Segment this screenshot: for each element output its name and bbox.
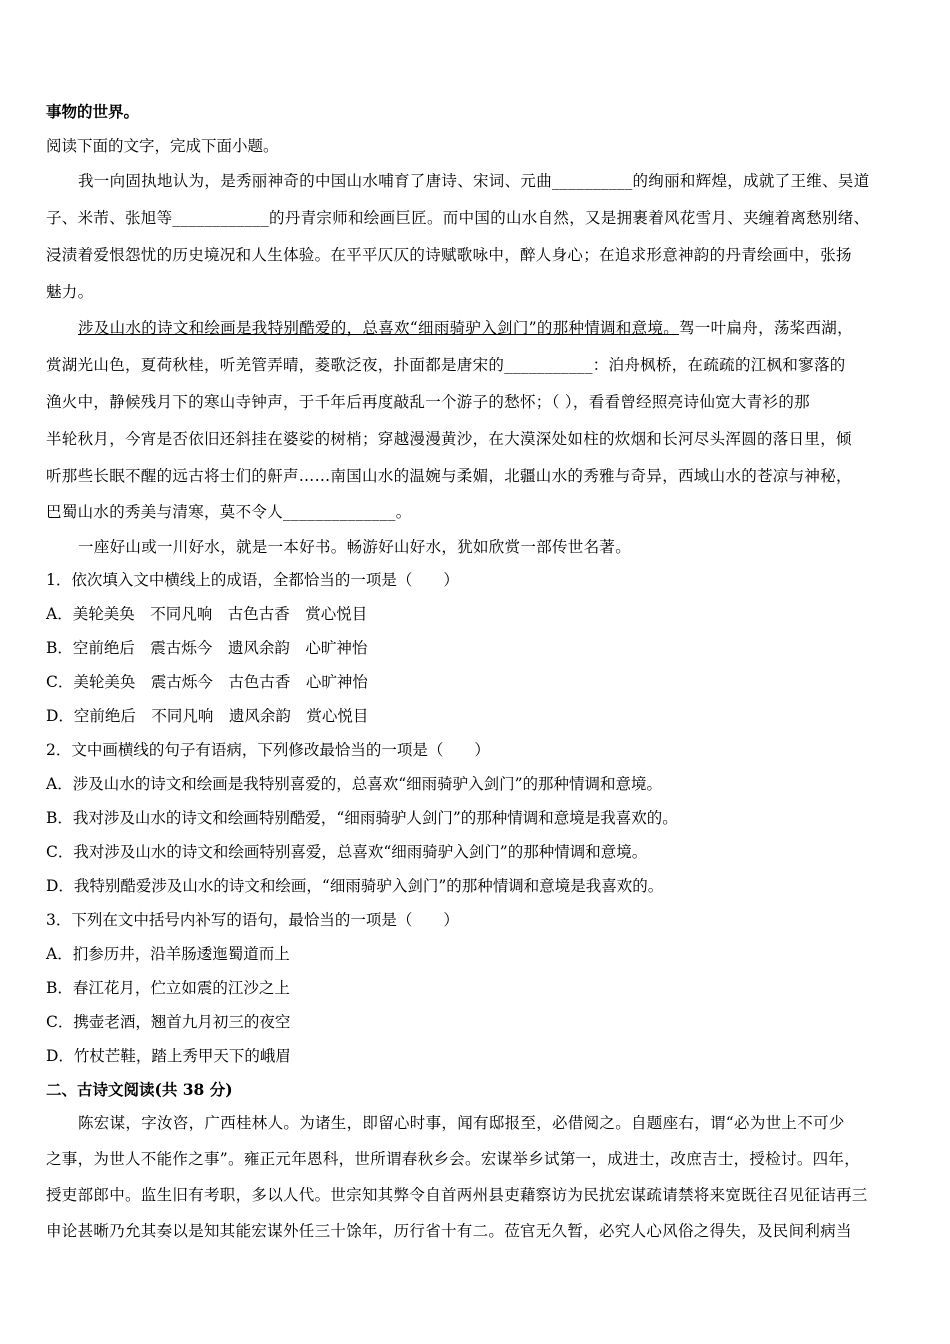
classical-line: 申论甚晰乃允其奏以是知其能宏谋外任三十馀年，历行省十有二。莅官无久暂，必究人心风俗之得失，及民间利病当 [46,1222,852,1240]
passage-line: 听那些长眠不醒的远古将士们的鼾声……南国山水的温婉与柔媚，北疆山水的秀雅与奇异，西域山水的苍凉与神秘， [46,467,852,485]
section-heading: 二、古诗文阅读(共 38 分) [46,1080,233,1099]
question-stem: 2．文中画横线的句子有语病，下列修改最恰当的一项是（ ） [46,741,490,759]
instruction: 阅读下面的文字，完成下面小题。 [46,137,279,155]
question-option[interactable]: A．涉及山水的诗文和绘画是我特别喜爱的，总喜欢“细雨骑驴入剑门”的那种情调和意境。 [46,775,663,793]
question-option[interactable]: C．我对涉及山水的诗文和绘画特别喜爱，总喜欢“细雨骑驴入剑门”的那种情调和意境。 [46,843,648,861]
classical-line: 授吏部郎中。监生旧有考职，多以人代。世宗知其弊令自首两州县吏藉察访为民扰宏谋疏请禁将来宽既往召见征诘再三 [46,1186,868,1204]
passage-line: 赏湖光山色，夏荷秋桂，听羌管弄晴，菱歌泛夜，扑面都是唐宋的___________：泊舟枫桥，在疏疏的江枫和寥落的 [46,356,846,374]
question-option[interactable]: D．我特别酷爱涉及山水的诗文和绘画，“细雨骑驴入剑门”的那种情调和意境是我喜欢的。 [46,877,664,895]
passage-line: 魅力。 [46,283,94,301]
passage-line: 子、米芾、张旭等____________的丹青宗师和绘画巨匠。而中国的山水自然，又是拥裹着风花雪月、夹缠着离愁别绪、 [46,209,870,227]
question-stem: 1．依次填入文中横线上的成语，全都恰当的一项是（ ） [46,571,459,589]
question-option[interactable]: B．空前绝后 震古烁今 遗风余韵 心旷神怡 [46,639,368,657]
question-stem: 3．下列在文中括号内补写的语句，最恰当的一项是（ ） [46,911,459,929]
question-option[interactable]: C．携壶老酒，翘首九月初三的夜空 [46,1013,291,1031]
classical-line: 之事，为世人不能作之事”。雍正元年恩科，世所谓春秋乡会。宏谋举乡试第一，成进士，改庶吉士，授检讨。四年， [46,1150,861,1168]
question-option[interactable]: C．美轮美奂 震古烁今 古色古香 心旷神怡 [46,673,368,691]
passage-line: 浸渍着爱恨怨忧的历史境况和人生体验。在平平仄仄的诗赋歌咏中，醉人身心；在追求形意神韵的丹青绘画中，张扬 [46,246,852,264]
passage-line: 一座好山或一川好水，就是一本好书。畅游好山好水，犹如欣赏一部传世名著。 [78,538,632,556]
question-option[interactable]: D．竹杖芒鞋，踏上秀甲天下的峨眉 [46,1047,291,1065]
question-option[interactable]: A．扪参历井，沿羊肠逶迤蜀道而上 [46,945,290,963]
question-option[interactable]: A．美轮美奂 不同凡响 古色古香 赏心悦目 [46,605,368,623]
passage-line: 巴蜀山水的秀美与清寒，莫不令人______________。 [46,503,412,521]
passage-line: 渔火中，静候残月下的寒山寺钟声，于千年后再度敲乱一个游子的愁怀；（ ），看看曾经照亮诗仙宽大青衫的那 [46,393,810,411]
passage-fragment: 驾一叶扁舟，荡桨西湖， [679,319,853,337]
question-option[interactable]: B．我对涉及山水的诗文和绘画特别酷爱，“细雨骑驴人剑门”的那种情调和意境是我喜欢的。 [46,809,678,827]
underlined-sentence: 涉及山水的诗文和绘画是我特别酷爱的，总喜欢“细雨骑驴入剑门”的那种情调和意境。 [78,319,680,337]
classical-line: 陈宏谋，字汝咨，广西桂林人。为诸生，即留心时事，闻有邸报至，必借阅之。自题座右，谓“必为世上不可少 [78,1114,845,1132]
question-option[interactable]: B．春江花月，伫立如震的江沙之上 [46,979,290,997]
top-heading: 事物的世界。 [46,102,140,121]
passage-line [46,316,853,338]
passage-line: 我一向固执地认为，是秀丽神奇的中国山水哺育了唐诗、宋词、元曲__________的绚丽和辉煌，成就了王维、吴道 [78,172,870,190]
question-option[interactable]: D．空前绝后 不同凡响 遗风余韵 赏心悦目 [46,707,369,725]
passage-line: 半轮秋月，今宵是否依旧还斜挂在婆娑的树梢；穿越漫漫黄沙，在大漠深处如柱的炊烟和长河尽头浑圆的落日里，倾 [46,430,852,448]
